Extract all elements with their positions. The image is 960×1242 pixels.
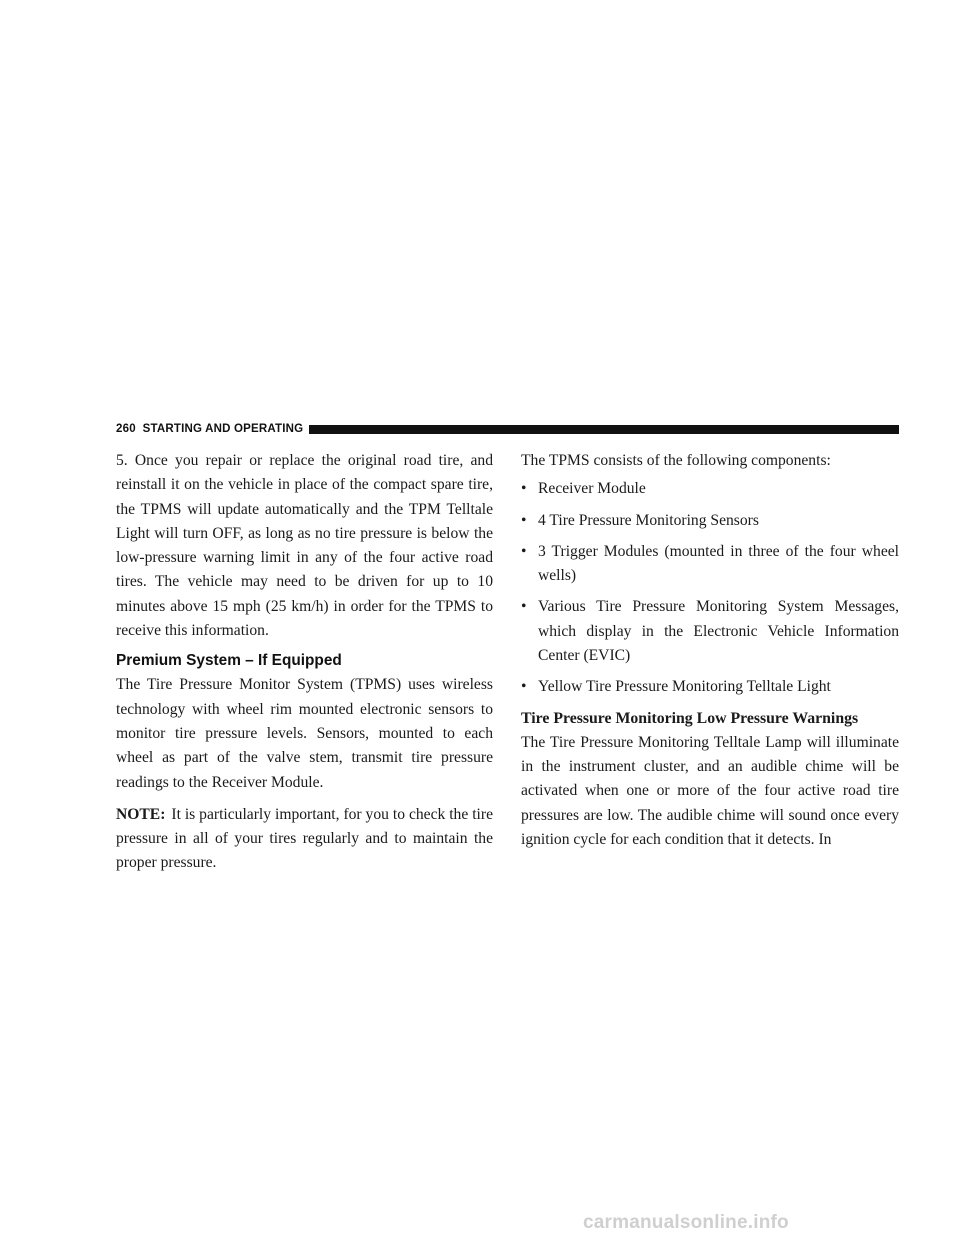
heading-premium-system: Premium System – If Equipped: [116, 652, 342, 670]
list-item-text: Various Tire Pressure Monitoring System Messages, which display in the Electronic Vehicle Information Center (EVIC): [538, 598, 899, 665]
watermark: carmanualsonline.info: [583, 1212, 789, 1233]
right-column: [521, 449, 899, 852]
section-title: STARTING AND OPERATING: [142, 423, 304, 435]
bullet-glyph: •: [521, 678, 527, 696]
list-item: [521, 595, 899, 668]
bullet-glyph: •: [521, 480, 527, 498]
page-header: [116, 421, 899, 437]
list-item: [521, 540, 899, 589]
bullet-glyph: •: [521, 598, 527, 616]
note-label: NOTE:: [116, 805, 166, 823]
components-intro: The TPMS consists of the following components:: [521, 452, 831, 469]
note-text: It is particularly important, for you to check the tire pressure in all of your tires regularly and to maintain the proper pressure.: [116, 805, 493, 872]
components-list: [521, 477, 899, 699]
list-item-text: Receiver Module: [538, 480, 646, 498]
page-number: 260: [116, 423, 136, 435]
list-item: [521, 477, 899, 501]
list-item: [521, 509, 899, 533]
left-column: [116, 449, 493, 876]
page-header-label: [116, 423, 309, 435]
bullet-glyph: •: [521, 542, 527, 560]
list-item-text: Yellow Tire Pressure Monitoring Telltale Light: [538, 678, 831, 696]
list-item: [521, 675, 899, 699]
note-paragraph: [116, 803, 493, 876]
bullet-glyph: •: [521, 511, 527, 529]
list-item-text: 4 Tire Pressure Monitoring Sensors: [538, 511, 759, 529]
paragraph-tpms-description: The Tire Pressure Monitor System (TPMS) uses wireless technology with wheel rim mounted electronic sensors to monitor tire pressure levels. Sensors, mounted to each wheel as part of the valve stem, transmit tire pressure readings to the Receiver Module.: [116, 676, 493, 791]
heading-low-pressure-warnings: Tire Pressure Monitoring Low Pressure Warnings: [521, 709, 859, 727]
header-rule: [309, 425, 899, 434]
paragraph-tire-repair: 5. Once you repair or replace the original road tire, and reinstall it on the vehicle in place of the compact spare tire, the TPMS will update automatically and the TPM Telltale Light will turn OFF, as long as no tire pressure is below the low-pressure warning limit in any of the four active road tires. The vehicle may need to be driven for up to 10 minutes above 15 mph (25 km/h) in order for the TPMS to receive this information.: [116, 452, 493, 640]
list-item-text: 3 Trigger Modules (mounted in three of the four wheel wells): [538, 542, 899, 585]
paragraph-low-pressure: The Tire Pressure Monitoring Telltale Lamp will illuminate in the instrument cluster, and an audible chime will be activated when one or more of the four active road tire pressures are low. The audible chime will sound once every ignition cycle for each condition that it detects. In: [521, 733, 899, 848]
